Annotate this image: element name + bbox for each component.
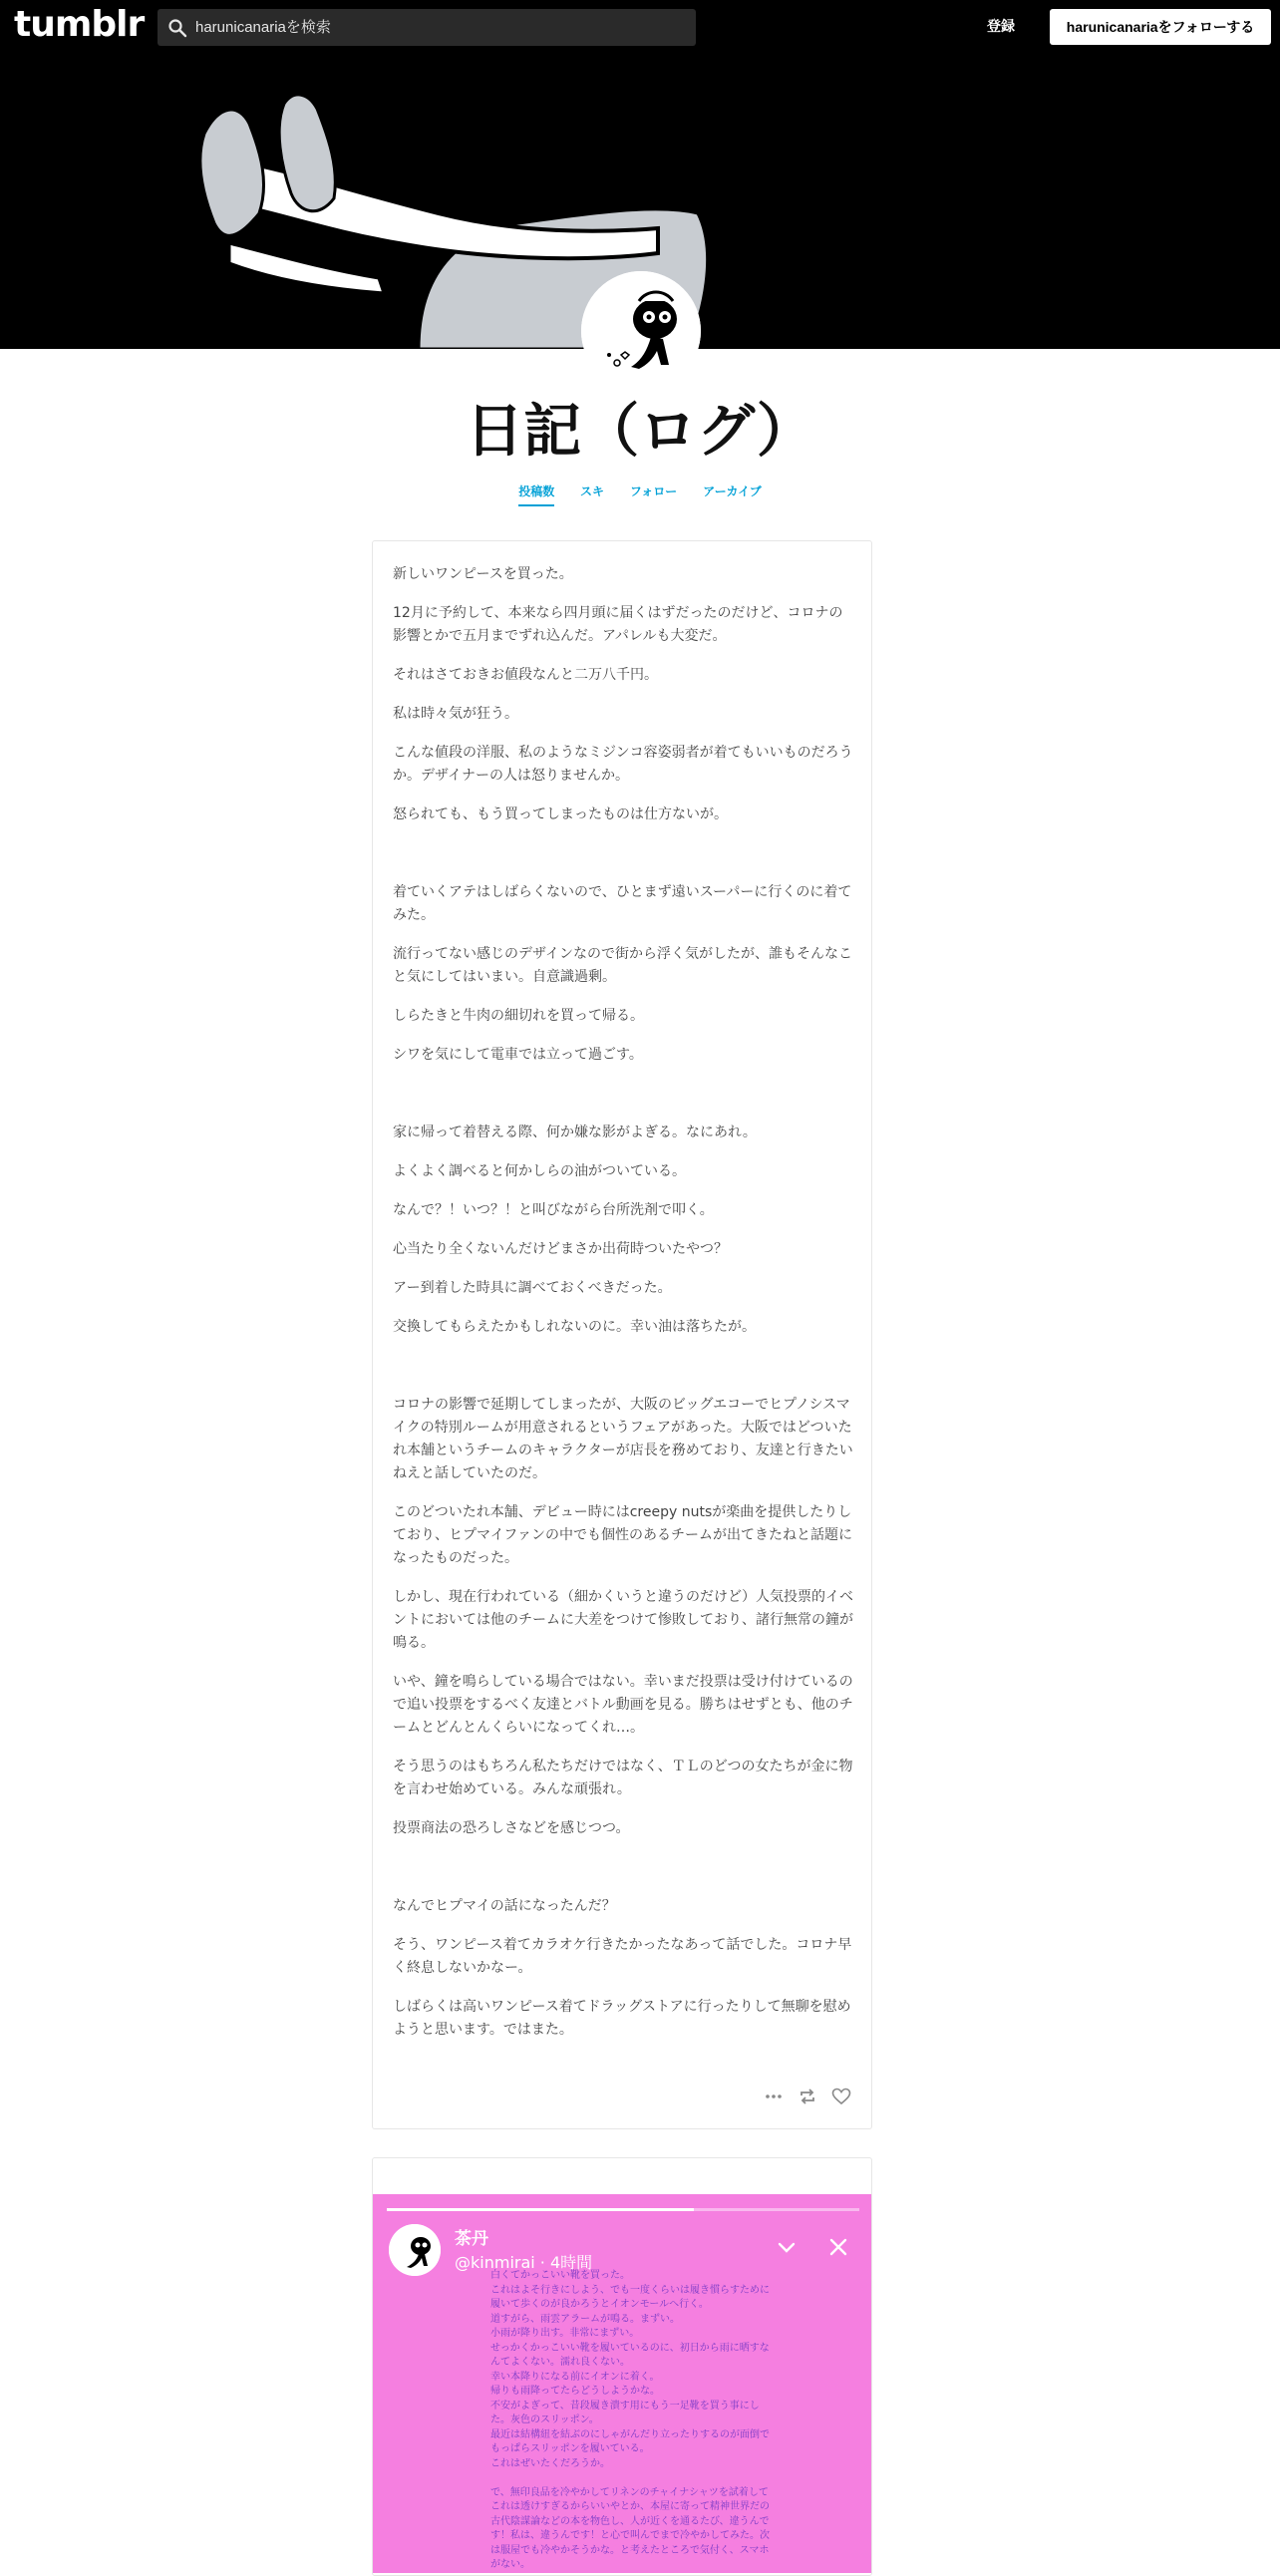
post-paragraph: コロナの影響で延期してしまったが、大阪のビッグエコーでヒプノシスマイクの特別ルームが用意されるというフェアがあった。大阪ではどついたれ本舗というチームのキャラクターが店長を務めており、友達と行きたいねえと話していたのだ。 bbox=[393, 1397, 853, 1481]
tab-posts[interactable]: 投稿数 bbox=[518, 483, 554, 506]
blank-line bbox=[393, 842, 853, 865]
poster-avatar[interactable] bbox=[389, 2224, 441, 2276]
post-paragraph: このどついたれ本舗、デビュー時にはcreepy nutsが楽曲を提供したりしており、ヒプマイファンの中でも個性のあるチームが出てきたねと話題になったものだった。 bbox=[393, 1504, 853, 1566]
post-paragraph: 心当たり全くないんだけどまさか出荷時ついたやつ？ bbox=[393, 1241, 728, 1257]
poster-handle-time: @kinmirai · 4時間 bbox=[455, 2253, 593, 2272]
post-paragraph: 12月に予約して、本来なら四月頭に届くはずだったのだけど、コロナの影響とかで五月までずれ込んだ。アパレルも大変だ。 bbox=[393, 605, 843, 644]
poster-avatar-icon bbox=[389, 2224, 441, 2276]
post-paragraph: 投票商法の恐ろしさなどを感じつつ。 bbox=[393, 1820, 630, 1836]
follow-button[interactable]: harunicanariaをフォローする bbox=[1050, 9, 1271, 45]
blog-navigation bbox=[0, 483, 1280, 506]
post-paragraph: 新しいワンピースを買った。 bbox=[393, 566, 573, 582]
video-post bbox=[372, 2157, 872, 2576]
blank-line bbox=[393, 1083, 853, 1106]
overlay-text-line: 道すがら、雨雲アラームが鳴る。まずい。 bbox=[490, 2313, 680, 2325]
tab-archive[interactable]: アーカイブ bbox=[703, 484, 762, 498]
close-icon[interactable] bbox=[827, 2236, 849, 2258]
reblog-icon[interactable] bbox=[798, 2087, 817, 2106]
video-progress-bar[interactable] bbox=[387, 2208, 859, 2211]
overlay-text-line: せっかくかっこいい靴を履いているのに、初日から雨に晒すなんてよくない。濡れ良くない。 bbox=[490, 2342, 770, 2368]
signup-link[interactable]: 登録 bbox=[987, 19, 1015, 35]
post-paragraph: そう、ワンピース着てカラオケ行きたかったなあって話でした。コロナ早く終息しないかなー。 bbox=[393, 1937, 852, 1976]
post-paragraph: いや、鐘を鳴らしている場合ではない。幸いまだ投票は受け付けているので追い投票をするべく友達とバトル動画を見る。勝ちはせずとも、他のチームとどんとんくらいになってくれ…。 bbox=[393, 1674, 853, 1736]
blank-line bbox=[393, 1355, 853, 1378]
post-paragraph: そう思うのはもちろん私たちだけではなく、ＴＬのどつの女たちが金に物を言わせ始めている。みんな頑張れ。 bbox=[393, 1759, 853, 1797]
post-paragraph: 家に帰って着替える際、何か嫌な影がよぎる。なにあれ。 bbox=[393, 1125, 757, 1140]
post-paragraph: 私は時々気が狂う。 bbox=[393, 706, 518, 722]
post-paragraph: 怒られても、もう買ってしまったものは仕方ないが。 bbox=[393, 806, 728, 822]
tumblr-logo[interactable]: tumblr bbox=[14, 4, 145, 45]
poster-name[interactable]: 茶丹 bbox=[455, 2229, 488, 2249]
video-player[interactable] bbox=[373, 2194, 872, 2573]
overlay-text-line: 幸い本降りになる前にイオンに着く。 bbox=[490, 2371, 660, 2383]
tab-likes[interactable]: スキ bbox=[580, 484, 605, 498]
post-paragraph: 流行ってない感じのデザインなので街から浮く気がしたが、誰もそんなこと気にしてはいまい。自意識過剰。 bbox=[393, 946, 853, 985]
overlay-text-line bbox=[490, 2471, 770, 2486]
overlay-text-line: これはよそ行きにしよう、でも一度くらいは履き慣らすために履いて歩くのが良かろうとイオンモールへ行く。 bbox=[490, 2284, 770, 2310]
search-icon bbox=[167, 18, 187, 38]
post-paragraph: 交換してもらえたかもしれないのに。幸い油は落ちたが。 bbox=[393, 1319, 756, 1335]
post-actions bbox=[764, 2087, 851, 2106]
post-paragraph: こんな値段の洋服、私のようなミジンコ容姿弱者が着てもいいものだろうか。デザイナーの人は怒りませんか。 bbox=[393, 745, 853, 784]
video-progress-fill bbox=[387, 2208, 694, 2211]
blog-avatar[interactable] bbox=[581, 271, 701, 391]
blog-title: 日記（ログ） bbox=[466, 397, 814, 465]
overlay-text-line: 最近は結構紐を結ぶのにしゃがんだり立ったりするのが面倒でもっぱらスリッポンを履いている。 bbox=[490, 2428, 770, 2454]
post-paragraph: しばらくは高いワンピース着てドラッグストアに行ったりして無聊を慰めようと思います。ではまた。 bbox=[393, 1999, 851, 2038]
post-body bbox=[393, 563, 853, 2058]
post-paragraph: 着ていくアテはしばらくないので、ひとまず遠いスーパーに行くのに着てみた。 bbox=[393, 884, 852, 923]
post-paragraph: シワを気にして電車では立って過ごす。 bbox=[393, 1047, 643, 1063]
post-paragraph: しらたきと牛肉の細切れを買って帰る。 bbox=[393, 1008, 644, 1024]
top-navigation-bar bbox=[0, 0, 1280, 54]
text-post bbox=[372, 540, 872, 2129]
post-paragraph: アー到着した時具に調べておくべきだった。 bbox=[393, 1280, 672, 1296]
post-paragraph: なんで？！いつ？！と叫びながら台所洗剤で叩く。 bbox=[393, 1202, 714, 1218]
overlay-text-line: 帰りも雨降ってたらどうしようかな。 bbox=[490, 2386, 660, 2397]
search-box[interactable] bbox=[158, 9, 696, 46]
overlay-text-line: 小雨が降り出す。非常にまずい。 bbox=[490, 2328, 640, 2339]
overlay-text-line: 白くてかっこいい靴を買った。 bbox=[490, 2270, 630, 2281]
post-paragraph: しかし、現在行われている（細かくいうと違うのだけど）人気投票的イベントにおいては他のチームに大差をつけて惨敗しており、諸行無常の鐘が鳴る。 bbox=[393, 1589, 853, 1651]
post-paragraph: なんでヒプマイの話になったんだ？ bbox=[393, 1898, 616, 1914]
search-input[interactable] bbox=[195, 9, 684, 46]
video-overlay-text bbox=[490, 2269, 770, 2573]
avatar-character-icon bbox=[581, 271, 701, 391]
overlay-text-line: で、無印良品を冷やかしてリネンのチャイナシャツを試着してこれは透けすぎるからいいやとか、本屋に寄って精神世界だの古代陰謀論などの本を物色し、人が近くを通るたび、違うんです！私は、違うんです！と心で叫んでまで冷やかしてみた。次は服屋でも冷やかそうかな。と考えたところで気付く、スマホがない。 bbox=[490, 2486, 770, 2570]
tab-following[interactable]: フォロー bbox=[629, 484, 678, 498]
blank-line bbox=[393, 1856, 853, 1879]
post-paragraph: それはさておきお値段なんと二万八千円。 bbox=[393, 667, 658, 683]
overlay-text-line: 不安がよぎって、昔段履き潰す用にもう一足靴を買う事にした。灰色のスリッポン。 bbox=[490, 2400, 760, 2425]
more-options-icon[interactable] bbox=[764, 2087, 784, 2106]
post-paragraph: よくよく調べると何かしらの油がついている。 bbox=[393, 1163, 686, 1179]
like-heart-icon[interactable] bbox=[831, 2087, 851, 2106]
overlay-text-line: これはぜいたくだろうか。 bbox=[490, 2457, 610, 2469]
chevron-down-icon[interactable] bbox=[776, 2236, 798, 2258]
